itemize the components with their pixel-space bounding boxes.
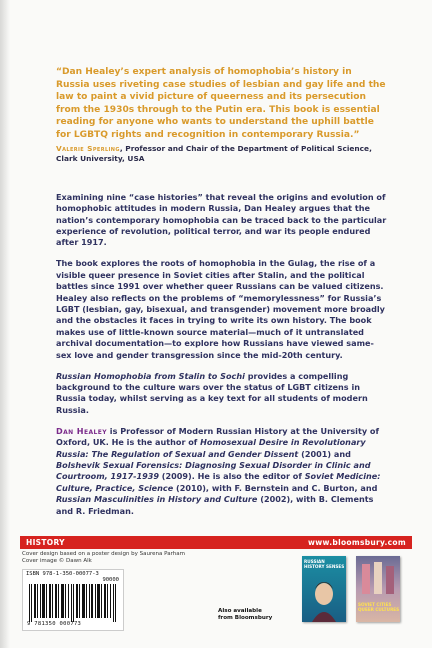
price-code: 90000 bbox=[102, 577, 119, 583]
spine-shadow bbox=[0, 0, 10, 648]
cover-credits bbox=[22, 551, 185, 565]
isbn-label: ISBN 978-1-350-00077-3 bbox=[26, 571, 99, 577]
endorser-title: , Professor and Chair of the Department of Political Science, Clark University, USA bbox=[56, 143, 372, 164]
bio-text-4: (2010), with F. Bernstein and C. Burton, and bbox=[173, 482, 378, 493]
bio-book-2: Bolshevik Sexual Forensics: Diagnosing Sexual Disorder in Clinic and Courtroom, 1917-1939 bbox=[56, 460, 371, 482]
bio-text-5: (2002), with B. Clements and R. Friedman. bbox=[56, 494, 374, 516]
cover-text bbox=[56, 66, 388, 527]
portrait-illustration-icon bbox=[302, 556, 346, 622]
author-name: Dan Healey bbox=[56, 425, 107, 436]
endorsement-quote: “Dan Healey’s expert analysis of homophobia’s history in Russia uses riveting case studies of lesbian and gay life and the law to paint a vivid picture of queerness and its persecution from the 1930s through to the Putin era. This book is essential reading for anyone who wants to understand the uphill battle for LGBTQ rights and recognition in contemporary Russia.” bbox=[56, 67, 386, 140]
category-label: HISTORY bbox=[26, 538, 65, 547]
also-available-text: Also available bbox=[218, 608, 262, 614]
endorsement-attribution bbox=[56, 144, 388, 165]
related-book-2-title: SOVIET CITIES QUEER CULTURES bbox=[358, 602, 400, 612]
author-bio bbox=[56, 426, 388, 517]
isbn-digits: 9 781350 000773 bbox=[27, 621, 82, 627]
image-credit: Cover image © Dawn Alk bbox=[22, 558, 92, 564]
figures-illustration-icon bbox=[356, 556, 400, 622]
description-paragraph-1: Examining nine “case histories” that reveal the origins and evolution of homophobic attitudes in modern Russia, Dan Healey argues that the nation’s contemporary homophobia can be traced back to the particular experience of revolution, political terror, and war its people endured after 1917. bbox=[56, 191, 387, 248]
related-book-cover-2 bbox=[356, 556, 400, 622]
barcode-icon bbox=[29, 584, 117, 622]
endorser-name: Valerie Sperling bbox=[56, 143, 120, 153]
related-book-1-title: RUSSIAN HISTORY SENSES bbox=[304, 559, 345, 569]
bio-text-3: (2009). He is also the editor of bbox=[158, 471, 305, 482]
bio-book-4: Russian Masculinities in History and Culture bbox=[56, 494, 258, 505]
book-title: Russian Homophobia from Stalin to Sochi bbox=[56, 370, 245, 381]
description-paragraph-3-text: provides a compelling background to the culture wars over the status of LGBT citizens in Russia today, whilst serving as a key text for all students of modern Russia. bbox=[56, 370, 368, 415]
bio-book-3: Soviet Medicine: Culture, Practice, Science bbox=[56, 471, 381, 493]
description-paragraph-2: The book explores the roots of homophobia in the Gulag, the rise of a visible queer presence in Soviet cities after Stalin, and the political battles since 1991 over whether queer Russians can be valued citizens. Healey also reflects on the problems of “memorylessness” for Russia’s LGBT (lesbian, gay, bisexual, and transgender) movement more broadly and the obstacles it faces in trying to write its own history. The book makes use of little-known source material—much of it untranslated archival documentation—to explore how Russians have viewed same-sex love and gender transgression since the mid-20th century. bbox=[56, 258, 385, 360]
barcode-box bbox=[22, 569, 124, 631]
publisher-website: www.bloomsbury.com bbox=[308, 538, 406, 547]
related-book-cover-1 bbox=[302, 556, 346, 622]
bio-text-2: (2001) and bbox=[298, 448, 351, 459]
also-available-label bbox=[218, 608, 272, 622]
bio-book-1: Homosexual Desire in Revolutionary Russia: The Regulation of Sexual and Gender Dissent bbox=[56, 437, 366, 459]
category-bar bbox=[20, 536, 412, 549]
design-credit: Cover design based on a poster design by Saurena Parham bbox=[22, 551, 185, 557]
description-paragraph-3 bbox=[56, 371, 388, 417]
bio-text-1: is Professor of Modern Russian History at the University of Oxford, UK. He is the author of bbox=[56, 425, 379, 448]
from-publisher-text: from Bloomsbury bbox=[218, 615, 273, 621]
